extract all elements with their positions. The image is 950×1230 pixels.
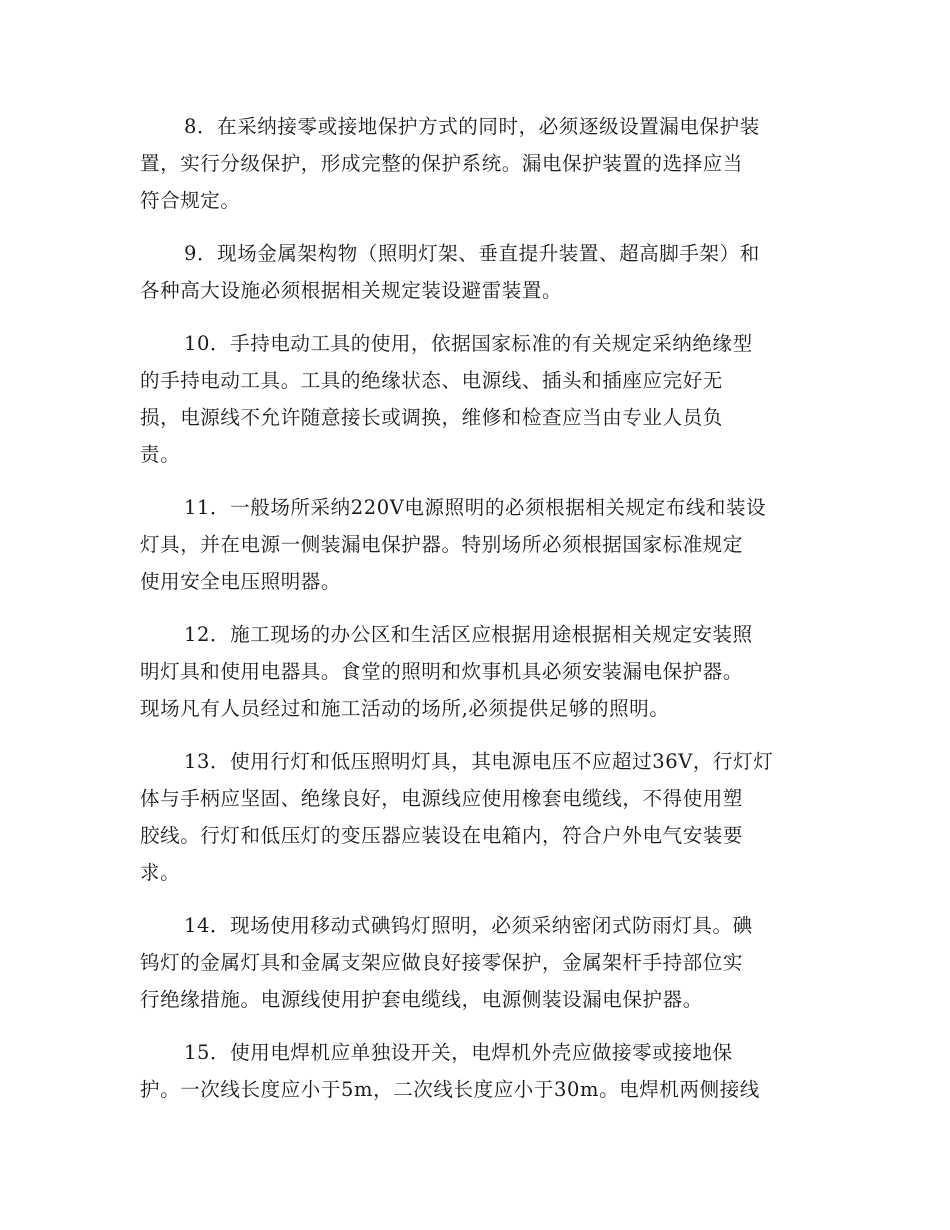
paragraph-11-line-1: 11．一般场所采纳220V电源照明的必须根据相关规定布线和装设 [184,496,767,519]
paragraph-8-line-2: 置，实行分级保护，形成完整的保护系统。漏电保护装置的选择应当 [140,152,744,175]
paragraph-11-line-3: 使用安全电压照明器。 [140,570,342,593]
paragraph-13-line-1: 13．使用行灯和低压照明灯具，其电源电压不应超过36V，行灯灯 [184,750,774,773]
paragraph-11-line-2: 灯具，并在电源一侧装漏电保护器。特别场所必须根据国家标准规定 [140,533,744,556]
paragraph-14-line-1: 14．现场使用移动式碘钨灯照明，必须采纳密闭式防雨灯具。碘 [184,914,753,937]
paragraph-12-line-1: 12．施工现场的办公区和生活区应根据用途根据相关规定安装照 [184,623,753,646]
paragraph-14-line-3: 行绝缘措施。电源线使用护套电缆线，电源侧装设漏电保护器。 [140,988,703,1011]
paragraph-13-line-4: 求。 [140,861,181,884]
paragraph-13-line-3: 胶线。行灯和低压灯的变压器应装设在电箱内，符合户外电气安装要 [140,824,744,847]
paragraph-9-line-2: 各种高大设施必须根据相关规定装设避雷装置。 [140,279,563,302]
paragraph-13-line-2: 体与手柄应坚固、绝缘良好，电源线应使用橡套电缆线，不得使用塑 [140,787,744,810]
paragraph-10-line-2: 的手持电动工具。工具的绝缘状态、电源线、插头和插座应完好无 [140,369,723,392]
paragraph-10-line-3: 损，电源线不允许随意接长或调换，维修和检查应当由专业人员负 [140,406,723,429]
paragraph-10-line-1: 10．手持电动工具的使用，依据国家标准的有关规定采纳绝缘型 [184,332,753,355]
paragraph-14-line-2: 钨灯的金属灯具和金属支架应做良好接零保护，金属架杆手持部位实 [140,951,744,974]
paragraph-10-line-4: 责。 [140,443,181,466]
paragraph-8-line-1: 8．在采纳接零或接地保护方式的同时，必须逐级设置漏电保护装 [184,115,760,138]
paragraph-12-line-2: 明灯具和使用电器具。食堂的照明和炊事机具必须安装漏电保护器。 [140,660,744,683]
paragraph-8-line-3: 符合规定。 [140,189,241,212]
paragraph-15-line-1: 15．使用电焊机应单独设开关，电焊机外壳应做接零或接地保 [184,1041,733,1064]
paragraph-12-line-3: 现场凡有人员经过和施工活动的场所,必须提供足够的照明。 [140,697,670,720]
paragraph-9-line-1: 9．现场金属架构物（照明灯架、垂直提升装置、超高脚手架）和 [184,242,760,265]
paragraph-15-line-2: 护。一次线长度应小于5m，二次线长度应小于30m。电焊机两侧接线 [140,1078,760,1101]
